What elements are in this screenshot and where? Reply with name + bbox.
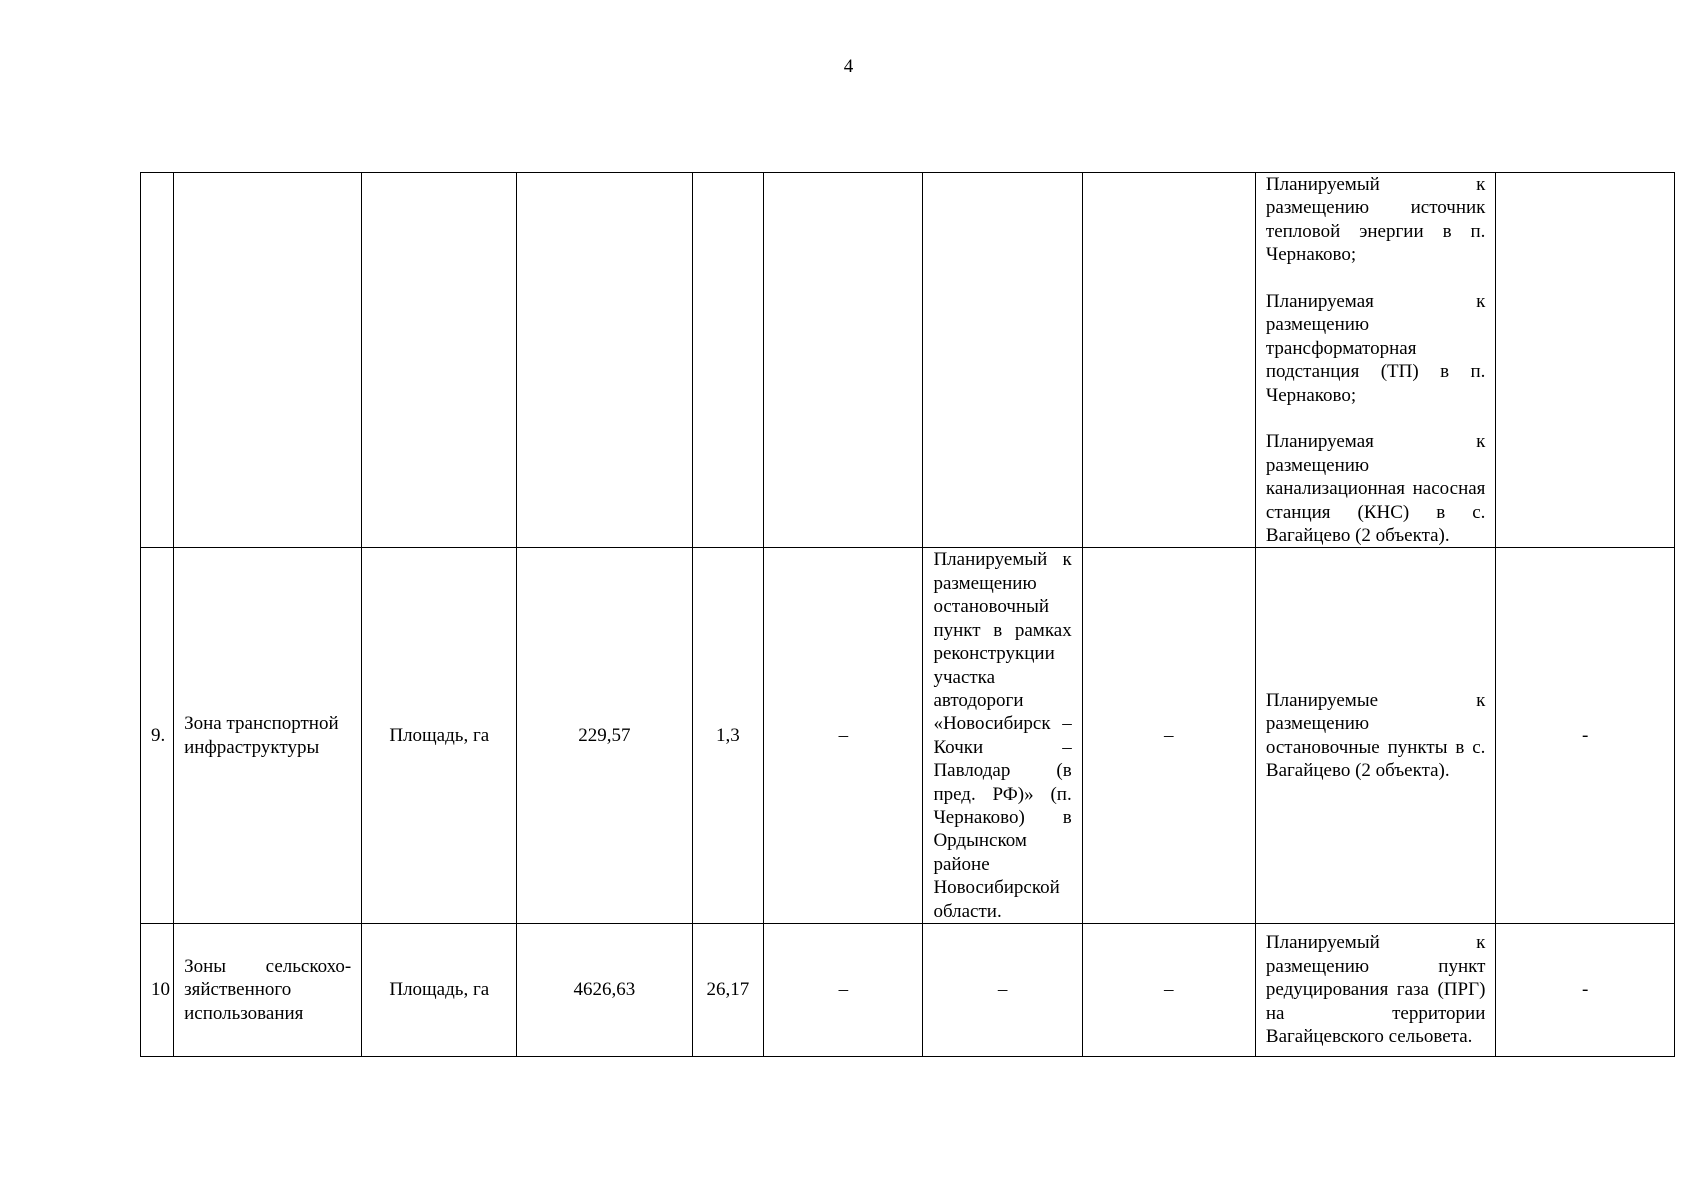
cell-percent: 26,17: [692, 923, 764, 1056]
cell-col6: [764, 173, 923, 548]
planned-object-text: Планируемые к размещению остановочные пункты в с. Вагайцево (2 объекта).: [1265, 689, 1486, 782]
planned-object-text: Планируемый к размещению остановочный пункт в рамках реконструкции участка автодороги «Новосибирск – Кочки – Павлодар (в пред. РФ)» (п. Чернаково) в Ордынском районе Новосибирской области.: [933, 549, 1072, 922]
cell-col10: -: [1496, 923, 1675, 1056]
cell-num: 9.: [141, 548, 174, 924]
cell-num: 10: [141, 923, 174, 1056]
cell-indicator: Площадь, га: [362, 548, 517, 924]
cell-col8: [1082, 173, 1255, 548]
cell-zone-name: [174, 173, 362, 548]
cell-percent: [692, 173, 764, 548]
cell-zone-name: Зоны сельскохо-зяйственного использования: [174, 923, 362, 1056]
planned-object-text: Планируемая к размещению канализационная насосная станция (КНС) в с. Вагайцево (2 объекта).: [1265, 431, 1486, 547]
table-row: [141, 548, 1675, 924]
cell-planned-objects: [1255, 548, 1496, 924]
cell-indicator: Площадь, га: [362, 923, 517, 1056]
cell-planned-objects: [1255, 173, 1496, 548]
cell-value: 229,57: [517, 548, 692, 924]
cell-col7: [923, 548, 1082, 924]
cell-col6: –: [764, 548, 923, 924]
cell-value: 4626,63: [517, 923, 692, 1056]
cell-num: [141, 173, 174, 548]
page-number: 4: [843, 56, 854, 77]
table-row: [141, 923, 1675, 1056]
cell-col7: –: [923, 923, 1082, 1056]
cell-col8: –: [1082, 548, 1255, 924]
cell-zone-name: Зона транспортной инфраструктуры: [174, 548, 362, 924]
cell-percent: 1,3: [692, 548, 764, 924]
planned-object-text: Планируемый к размещению пункт редуцирования газа (ПРГ) на территории Вагайцевского сельовета.: [1265, 932, 1486, 1048]
planned-object-text: Планируемая к размещению трансформаторная подстанция (ТП) в п. Чернаково;: [1265, 291, 1486, 406]
planned-object-text: Планируемый к размещению источник тепловой энергии в п. Чернаково;: [1265, 174, 1486, 266]
cell-col7: [923, 173, 1082, 548]
cell-col10: -: [1496, 548, 1675, 924]
cell-value: [517, 173, 692, 548]
table-row: [141, 173, 1675, 548]
cell-planned-objects: [1255, 923, 1496, 1056]
zones-table: [140, 172, 1675, 1057]
cell-col8: –: [1082, 923, 1255, 1056]
cell-indicator: [362, 173, 517, 548]
cell-col10: [1496, 173, 1675, 548]
cell-col6: –: [764, 923, 923, 1056]
